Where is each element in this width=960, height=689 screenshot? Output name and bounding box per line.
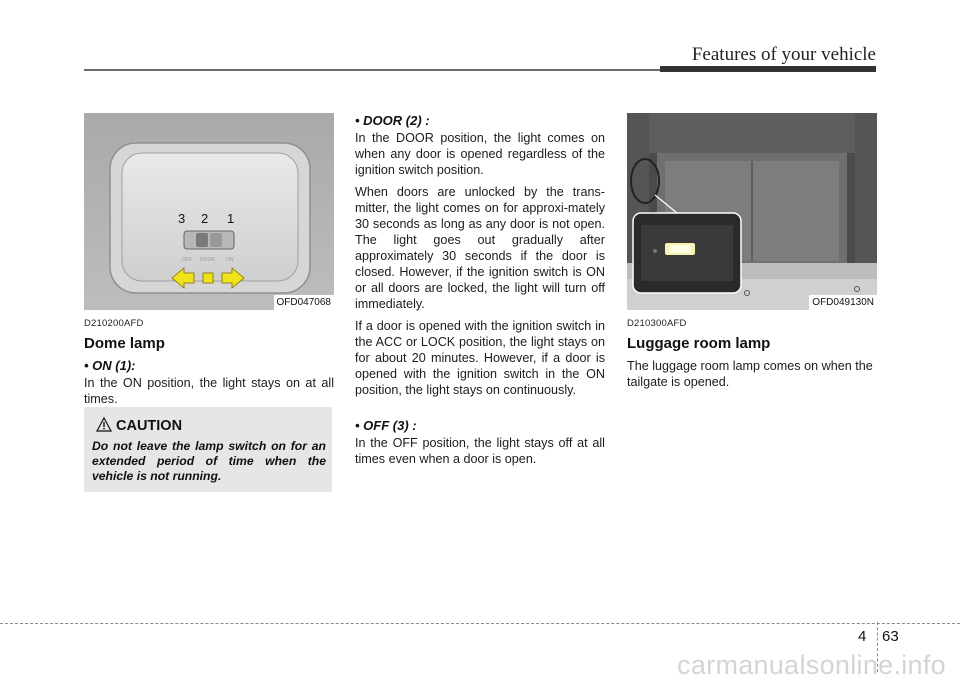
right-column (627, 113, 877, 396)
door-paragraph-1: In the DOOR position, the light comes on when any door is opened regardless of the ignition switch position. (355, 131, 605, 177)
middle-column (355, 113, 605, 473)
section-code: D210200AFD (84, 318, 144, 329)
switch-label-on: ON (226, 257, 234, 263)
bullet-on: • ON (1): (84, 358, 136, 373)
header-rule (84, 69, 660, 71)
warning-triangle-icon (96, 417, 112, 432)
square-marker-icon (203, 273, 213, 283)
dome-lamp-figure (84, 113, 334, 310)
bullet-off: • OFF (3) : (355, 418, 417, 433)
marking-1: 1 (227, 211, 235, 226)
door-paragraph-2: When doors are unlocked by the trans-mitter, the light comes on for approxi-mately 30 seconds as long as any door is not open. The light goes out gradually after approximately 30 seconds if the door is closed. However, if the ignition switch is ON or all doors are locked, the light will turn off immediately. (355, 185, 605, 311)
caution-text: Do not leave the lamp switch on for an extended period of time when the vehicle is not running. (92, 439, 326, 483)
marking-2: 2 (201, 211, 209, 226)
luggage-description: The luggage room lamp comes on when the tailgate is opened. (627, 359, 873, 389)
off-description: In the OFF position, the light stays off at all times even when a door is open. (355, 436, 605, 466)
marking-3: 3 (178, 211, 186, 226)
header-rule-accent (660, 66, 876, 72)
section-code: D210300AFD (627, 318, 687, 329)
luggage-lamp-figure (627, 113, 877, 310)
footer-rule (0, 623, 960, 624)
door-paragraph-3: If a door is opened with the ignition switch in the ACC or LOCK position, the light stays on for about 20 minutes. However, if a door is opened with the ignition switch in the ON position, the light stays on continuously. (355, 319, 605, 397)
figure-label: OFD047068 (274, 295, 334, 310)
watermark: carmanualsonline.info (677, 650, 946, 680)
switch-label-off: OFF (182, 257, 192, 263)
section-heading: Dome lamp (84, 335, 165, 352)
switch-label-door: DOOR (200, 257, 215, 263)
left-column (84, 113, 334, 413)
luggage-room-illustration (627, 113, 877, 310)
page-number: 63 (882, 628, 899, 645)
figure-label: OFD049130N (809, 295, 877, 310)
caution-box (84, 407, 332, 492)
header-title: Features of your vehicle (691, 44, 876, 65)
bullet-door: • DOOR (2) : (355, 113, 430, 128)
chapter-number: 4 (858, 628, 867, 645)
caution-title: CAUTION (116, 418, 183, 434)
on-description: In the ON position, the light stays on at all times. (84, 376, 334, 406)
section-heading: Luggage room lamp (627, 335, 771, 352)
dome-lamp-illustration (84, 113, 334, 310)
